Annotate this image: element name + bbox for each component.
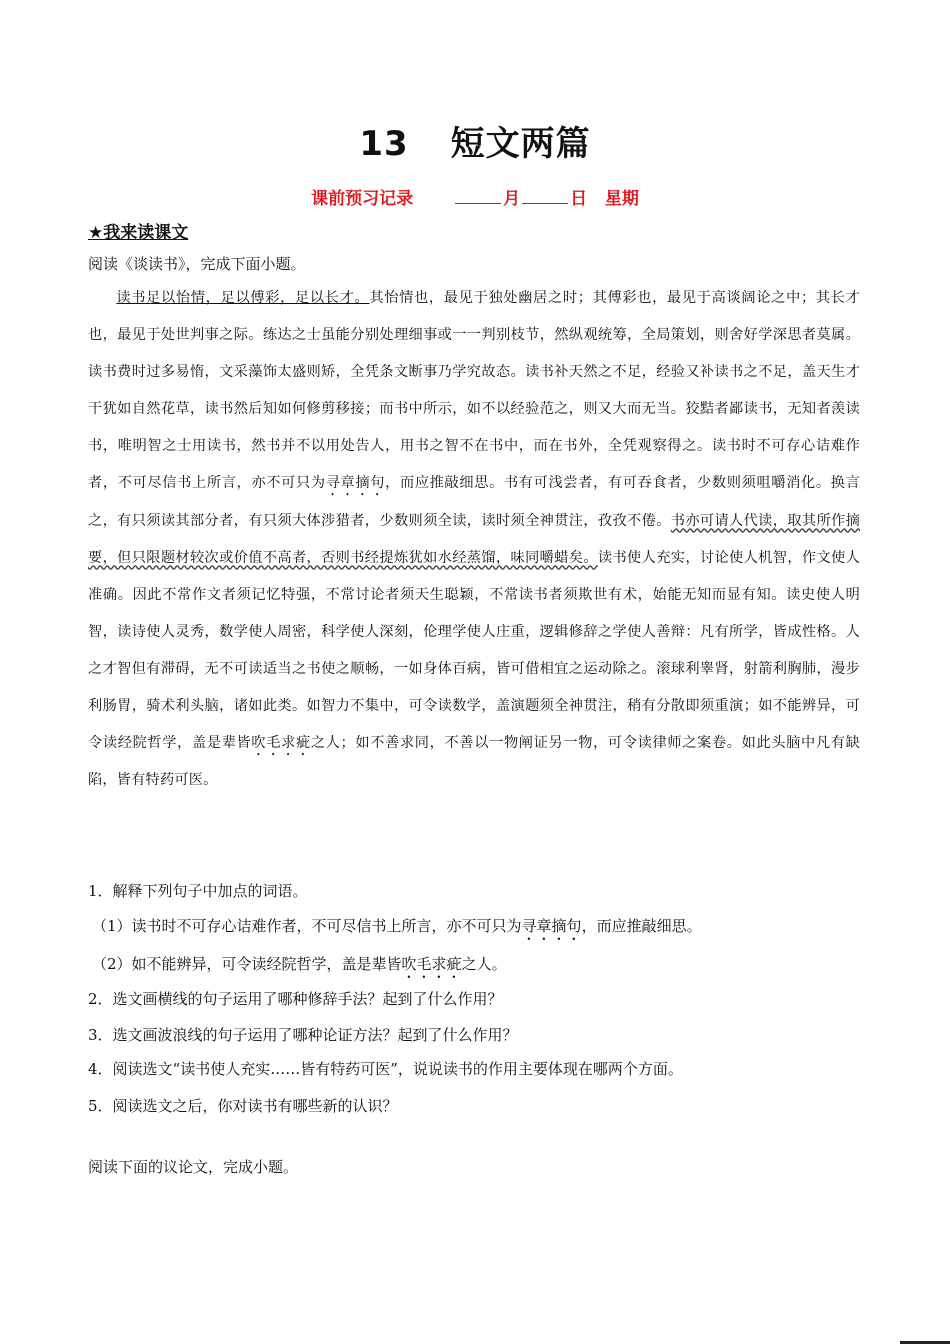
reading-instruction: 阅读《谈读书》，完成下面小题。: [88, 255, 306, 273]
q1a-dotted: 寻章摘句: [521, 917, 582, 935]
wavy-sentence: 书亦可请人代读，取其所作摘要，但只限题材较次或价值不高者，否则书经提炼犹如水经蒸馏，味同嚼蜡矣。: [88, 512, 860, 566]
preview-record-line: [0, 184, 950, 209]
passage-text-4: 之人；如不善求同，不善以一物阐证另一物，可令读律师之案卷。如此头脑中凡有缺陷，皆有特药可医。: [88, 735, 860, 789]
dotted-phrase-1: 寻章摘句: [325, 475, 386, 492]
question-1-part-1: [92, 915, 702, 944]
preview-record-label: 课前预习记录: [311, 189, 414, 209]
dotted-phrase-2: 吹毛求疵: [251, 735, 311, 752]
underlined-sentence: 读书足以怡情，足以傅彩，足以长才。: [116, 290, 370, 306]
question-5: 5．阅读选文之后，你对读书有哪些新的认识？: [88, 1097, 398, 1115]
page-title: [0, 116, 950, 165]
question-1: 1．解释下列句子中加点的词语。: [88, 882, 308, 900]
passage-text-2: ，而应推敲细思。书有可浅尝者，有可吞食者，少数则须咀嚼消化。换言之，有只须读其部分者，有只须大体涉猎者，少数则须全读，读时须全神贯注，孜孜不倦。: [88, 475, 860, 529]
question-3: 3．选文画波浪线的句子运用了哪种论证方法？起到了什么作用？: [88, 1026, 518, 1044]
q1a-end: ，而应推敲细思。: [581, 917, 702, 935]
question-1-part-2: [92, 953, 507, 982]
q1b-text: （2）如不能辨异，可令读经院哲学，盖是辈皆: [92, 955, 402, 973]
reading-passage: [88, 280, 860, 799]
month-blank: [455, 189, 501, 204]
q1b-dotted: 吹毛求疵: [401, 955, 462, 973]
section-heading: ★我来读课文: [88, 223, 189, 243]
lesson-number: 13: [359, 124, 409, 164]
passage-text-3: 读书使人充实，讨论使人机智，作文使人准确。因此不常作文者须记忆特强，不常讨论者须天生聪颖，不常读书者须欺世有术，始能无知而显有知。读史使人明智，读诗使人灵秀，数学使人周密，科学使人深刻，伦理学使人庄重，逻辑修辞之学使人善辩：凡有所学，皆成性格。人之才智但有滞碍，无不可读适当之书使之顺畅，一如身体百病，皆可借相宜之运动除之。滚球利睾肾，射箭利胸肺，漫步利肠胃，骑术利头脑，诸如此类。如智力不集中，可令读数学，盖演题须全神贯注，稍有分散即须重演；如不能辨异，可令读经院哲学，盖是辈皆: [88, 549, 860, 752]
q1b-end: 之人。: [461, 955, 507, 973]
next-reading-instruction: 阅读下面的议论文，完成小题。: [88, 1158, 299, 1176]
passage-text-1: 其怡情也，最见于独处幽居之时；其傅彩也，最见于高谈阔论之中；其长才也，最见于处世判事之际。练达之士虽能分别处理细事或一一判别枝节，然纵观统筹，全局策划，则舍好学深思者莫属。读书费时过多易惰，文采藻饰太盛则矫，全凭条文断事乃学究故态。读书补天然之不足，经验又补读书之不足，盖天生才干犹如自然花草，读书然后知如何修剪移接；而书中所示，如不以经验范之，则又大而无当。狡黠者鄙读书，无知者羡读书，唯明智之士用读书，然书并不以用处告人，用书之智不在书中，而在书外，全凭观察得之。读书时不可存心诘难作者，不可尽信书上所言，亦不可只为: [88, 290, 860, 492]
question-2: 2．选文画横线的句子运用了哪种修辞手法？起到了什么作用？: [88, 990, 503, 1008]
q1a-text: （1）读书时不可存心诘难作者，不可尽信书上所言，亦不可只为: [92, 917, 522, 935]
question-4: 4．阅读选文“读书使人充实……皆有特药可医”，说说读书的作用主要体现在哪两个方面。: [88, 1060, 683, 1078]
day-label: 日: [570, 189, 588, 209]
lesson-title: 短文两篇: [450, 124, 591, 164]
weekday-label: 星期: [604, 189, 639, 209]
day-blank: [522, 189, 568, 204]
month-label: 月: [503, 189, 521, 209]
